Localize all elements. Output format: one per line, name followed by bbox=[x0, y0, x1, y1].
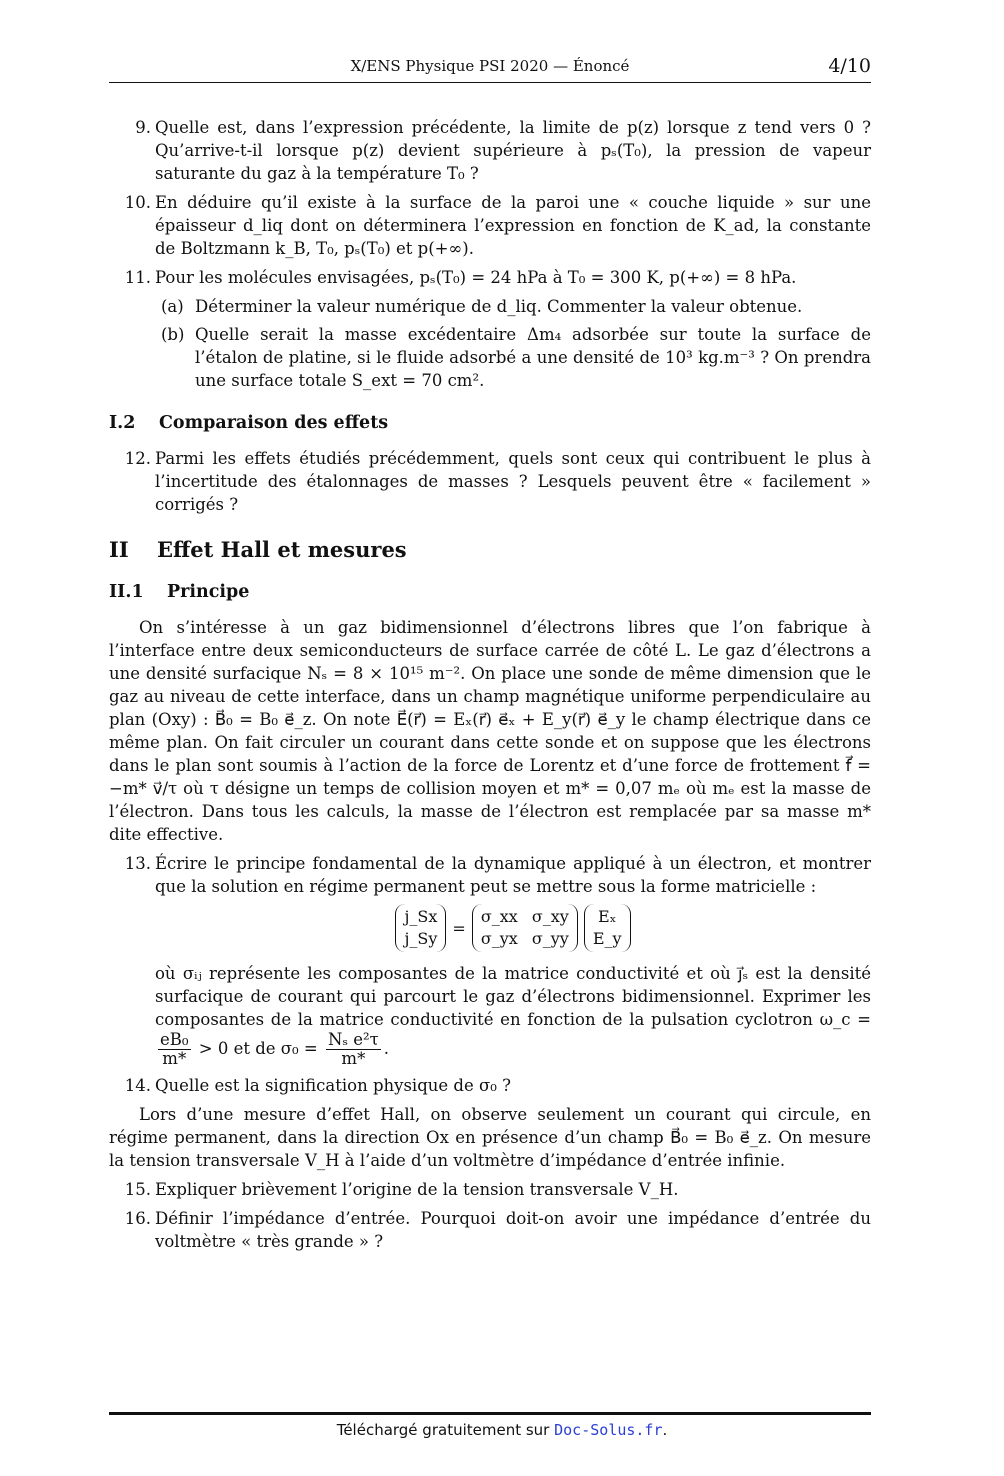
question-number: 12. bbox=[124, 449, 151, 468]
question-number: 9. bbox=[135, 118, 151, 137]
page-number: 4/10 bbox=[828, 55, 871, 77]
question-12 bbox=[109, 447, 871, 516]
current-vector bbox=[395, 904, 446, 952]
subquestion-label: (b) bbox=[161, 325, 185, 344]
matrix-cell: Eₓ bbox=[597, 907, 617, 926]
matrix-cell: σ_yy bbox=[531, 929, 569, 948]
intro-paragraph: On s’intéresse à un gaz bidimensionnel d’électrons libres que l’on fabrique à l’interface entre deux semiconducteurs de surface carrée de côté L. Le gaz d’électrons a une densité surfacique Nₛ = 8 × 10¹⁵ m⁻². On place une sonde de même dimension que le gaz au niveau de cette interface, dans un champ magnétique uniforme perpendiculaire au plan (Oxy) : B⃗₀ = B₀ e⃗_z. On note E⃗(r⃗) = Eₓ(r⃗) e⃗ₓ + E_y(r⃗) e⃗_y le champ électrique dans ce même plan. On fait circuler un courant dans cette sonde et on suppose que les électrons dans le plan sont soumis à l’action de la force de Lorentz et d’une force de frottement f⃗ = −m* v⃗/τ où τ désigne un temps de collision moyen et m* = 0,07 mₑ où mₑ est la masse de l’électron. Dans tous les calculs, la masse de l’électron est remplacée par sa masse m* dite effective. bbox=[109, 618, 871, 844]
question-text: Écrire le principe fondamental de la dynamique appliqué à un électron, et montrer que la solution en régime permanent peut se mettre sous la forme matricielle : bbox=[155, 854, 871, 896]
omega-fraction bbox=[158, 1031, 191, 1068]
matrix-cell: j_Sx bbox=[404, 907, 438, 926]
section-number: II.1 bbox=[109, 582, 144, 602]
question-number: 11. bbox=[124, 268, 151, 287]
question-text-continued: > 0 et de bbox=[198, 1039, 276, 1058]
question-text: En déduire qu’il existe à la surface de la paroi une « couche liquide » sur une épaisseur d_liq dont on déterminera l’expression en fonction de K_ad, la constante de Boltzmann k_B, T₀, pₛ(T₀) et p(+∞). bbox=[155, 193, 871, 258]
header-rule bbox=[109, 82, 871, 83]
question-11a bbox=[109, 295, 871, 318]
fraction-denominator: m* bbox=[341, 1049, 366, 1068]
doc-solus-link[interactable]: Doc-Solus.fr bbox=[554, 1421, 663, 1439]
section-title: Comparaison des effets bbox=[159, 413, 389, 433]
question-text: Parmi les effets étudiés précédemment, quels sont ceux qui contribuent le plus à l’incertitude des étalonnages de masses ? Lesquels peuvent être « facilement » corrigés ? bbox=[155, 449, 871, 514]
question-11 bbox=[109, 266, 871, 289]
section-heading-ii1 bbox=[109, 581, 871, 604]
conductivity-matrix-equation bbox=[155, 904, 871, 952]
field-vector bbox=[584, 904, 631, 952]
question-13 bbox=[109, 852, 871, 1068]
footer-suffix: . bbox=[662, 1421, 668, 1439]
section-title: Effet Hall et mesures bbox=[157, 537, 407, 562]
hall-paragraph: Lors d’une mesure d’effet Hall, on observe seulement un courant qui circule, en régime permanent, dans la direction Ox en présence d’un champ B⃗₀ = B₀ e⃗_z. On mesure la tension transversale V_H à l’aide d’un voltmètre d’impédance d’entrée infinie. bbox=[109, 1105, 871, 1170]
fraction-numerator: Nₛ e²τ bbox=[328, 1030, 379, 1049]
question-number: 15. bbox=[124, 1180, 151, 1199]
subquestion-label: (a) bbox=[161, 297, 184, 316]
subquestion-text: Déterminer la valeur numérique de d_liq. Commenter la valeur obtenue. bbox=[195, 297, 803, 316]
question-number: 13. bbox=[124, 854, 151, 873]
question-text: Pour les molécules envisagées, pₛ(T₀) = 24 hPa à T₀ = 300 K, p(+∞) = 8 hPa. bbox=[155, 268, 797, 287]
matrix-cell: E_y bbox=[592, 929, 622, 948]
page-header bbox=[109, 55, 871, 81]
question-11b bbox=[109, 323, 871, 392]
fraction-numerator: eB₀ bbox=[160, 1030, 189, 1049]
conductivity-matrix bbox=[472, 904, 578, 952]
footer-text: Téléchargé gratuitement sur bbox=[336, 1421, 550, 1439]
question-number: 16. bbox=[124, 1209, 151, 1228]
question-text-continued: où σᵢⱼ représente les composantes de la matrice conductivité et où j⃗ₛ est la densité surfacique de courant qui parcourt le gaz d’électrons bidimensionnel. Exprimer les composantes de la matrice conductivité en fonction de la pulsation cyclotron ω_c = bbox=[155, 964, 871, 1029]
fraction-denominator: m* bbox=[162, 1049, 187, 1068]
section-number: II bbox=[109, 537, 129, 562]
header-title: X/ENS Physique PSI 2020 — Énoncé bbox=[350, 57, 630, 75]
question-14 bbox=[109, 1074, 871, 1097]
footer-rule bbox=[109, 1412, 871, 1415]
section-heading-ii bbox=[109, 538, 871, 561]
question-15 bbox=[109, 1178, 871, 1201]
section-title: Principe bbox=[167, 582, 250, 602]
question-9 bbox=[109, 116, 871, 185]
sentence-end: . bbox=[383, 1039, 389, 1058]
question-number: 14. bbox=[124, 1076, 151, 1095]
matrix-cell: σ_xx bbox=[480, 907, 518, 926]
question-text: Définir l’impédance d’entrée. Pourquoi doit-on avoir une impédance d’entrée du voltmètre « très grande » ? bbox=[155, 1209, 871, 1251]
page-footer bbox=[0, 1421, 1004, 1439]
question-text: Expliquer brièvement l’origine de la tension transversale V_H. bbox=[155, 1180, 679, 1199]
question-text: Quelle est, dans l’expression précédente, la limite de p(z) lorsque z tend vers 0 ? Qu’arrive-t-il lorsque p(z) devient supérieure à pₛ(T₀), la pression de vapeur saturante du gaz à la température T₀ ? bbox=[155, 118, 871, 183]
sigma0-label: σ₀ = bbox=[280, 1039, 318, 1058]
sigma0-fraction bbox=[326, 1031, 381, 1068]
question-number: 10. bbox=[124, 193, 151, 212]
question-10 bbox=[109, 191, 871, 260]
matrix-cell: σ_xy bbox=[531, 907, 569, 926]
matrix-cell: σ_yx bbox=[480, 929, 518, 948]
question-text: Quelle est la signification physique de σ₀ ? bbox=[155, 1076, 511, 1095]
equals-sign: = bbox=[452, 918, 466, 938]
page-body bbox=[109, 116, 871, 1259]
subquestion-text: Quelle serait la masse excédentaire Δm₄ adsorbée sur toute la surface de l’étalon de platine, si le fluide adsorbé a une densité de 10³ kg.m⁻³ ? On prendra une surface totale S_ext = 70 cm². bbox=[195, 325, 871, 390]
question-16 bbox=[109, 1207, 871, 1253]
section-number: I.2 bbox=[109, 413, 136, 433]
section-heading-i2 bbox=[109, 412, 871, 435]
matrix-cell: j_Sy bbox=[404, 929, 438, 948]
